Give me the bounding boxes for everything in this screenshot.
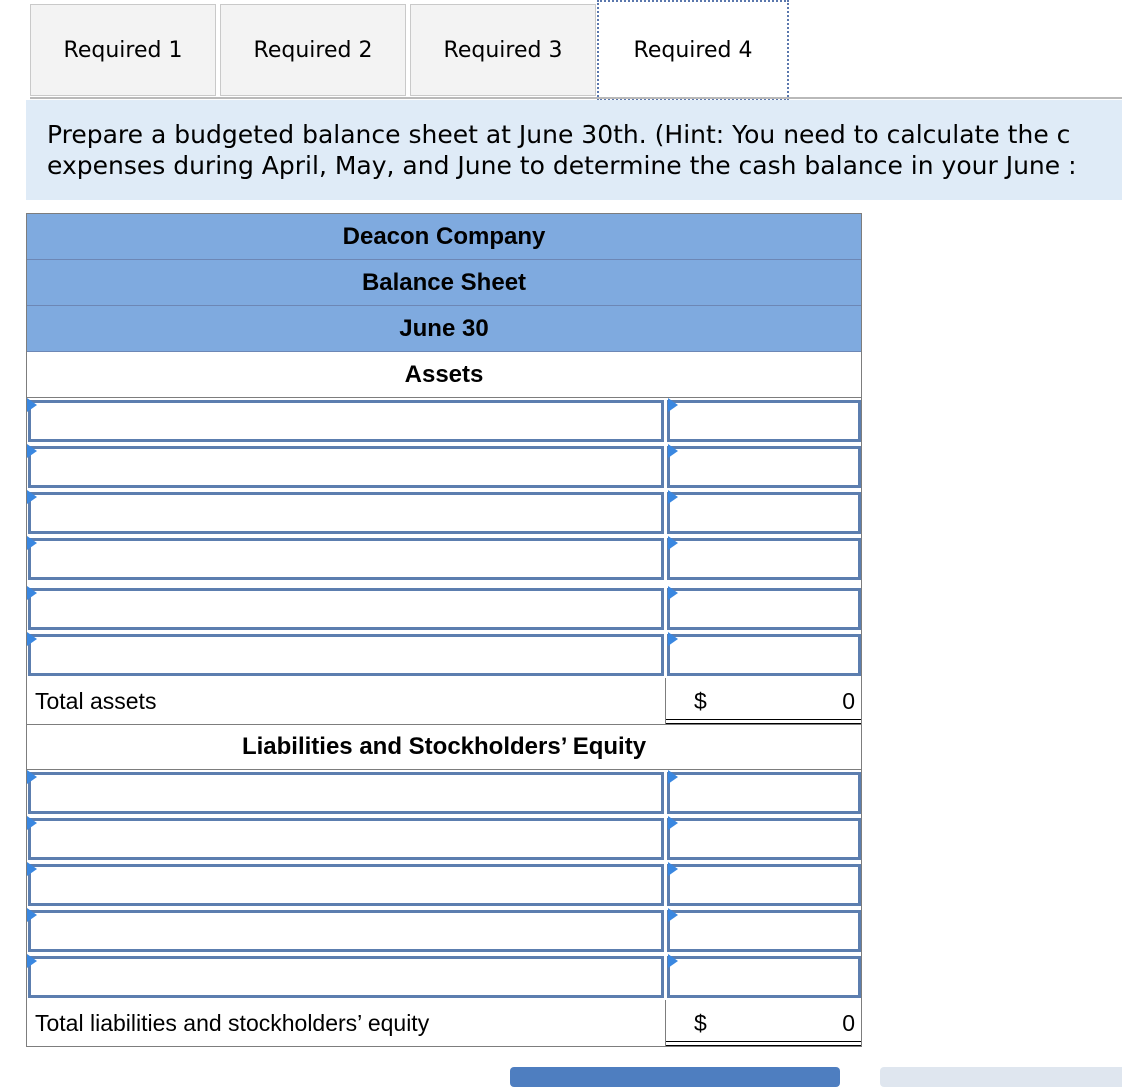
liability-account-select[interactable]	[28, 818, 664, 860]
dropdown-indicator-icon	[27, 632, 37, 646]
asset-account-select[interactable]	[28, 588, 664, 630]
dropdown-indicator-icon	[668, 586, 678, 600]
dropdown-indicator-icon	[668, 536, 678, 550]
liability-account-select[interactable]	[28, 864, 664, 906]
asset-account-select[interactable]	[28, 400, 664, 442]
double-underline	[666, 1041, 861, 1046]
asset-row	[27, 398, 861, 444]
next-button[interactable]	[880, 1067, 1122, 1087]
dropdown-indicator-icon	[668, 862, 678, 876]
dropdown-indicator-icon	[27, 536, 37, 550]
dropdown-indicator-icon	[668, 398, 678, 412]
liability-amount-input[interactable]	[667, 910, 861, 952]
dropdown-indicator-icon	[27, 398, 37, 412]
liabilities-heading: Liabilities and Stockholders’ Equity	[27, 724, 861, 770]
dropdown-indicator-icon	[668, 954, 678, 968]
liability-amount-input[interactable]	[667, 772, 861, 814]
asset-account-select[interactable]	[28, 634, 664, 676]
previous-button[interactable]	[510, 1067, 840, 1087]
tab-required-1[interactable]	[30, 4, 216, 96]
asset-row	[27, 490, 861, 536]
liability-row	[27, 908, 861, 954]
dropdown-indicator-icon	[668, 632, 678, 646]
company-name: Deacon Company	[27, 214, 861, 260]
tab-required-4[interactable]	[597, 0, 789, 100]
liability-amount-input[interactable]	[667, 818, 861, 860]
dropdown-indicator-icon	[27, 862, 37, 876]
dropdown-indicator-icon	[668, 908, 678, 922]
dropdown-indicator-icon	[27, 444, 37, 458]
asset-row	[27, 586, 861, 632]
liability-account-select[interactable]	[28, 910, 664, 952]
currency-symbol: $	[694, 688, 707, 714]
liability-row	[27, 816, 861, 862]
dropdown-indicator-icon	[668, 816, 678, 830]
total-liabilities-row	[27, 1000, 861, 1046]
total-assets-row	[27, 678, 861, 724]
tab-label: Required 2	[253, 37, 373, 63]
tab-label: Required 4	[633, 37, 753, 63]
liability-row	[27, 954, 861, 1000]
asset-account-select[interactable]	[28, 492, 664, 534]
assets-heading: Assets	[27, 352, 861, 398]
liability-amount-input[interactable]	[667, 864, 861, 906]
statement-date: June 30	[27, 306, 861, 352]
balance-sheet	[26, 213, 862, 1047]
total-liabilities-box	[665, 1000, 861, 1046]
dropdown-indicator-icon	[27, 908, 37, 922]
instructions	[26, 100, 1122, 200]
liability-account-select[interactable]	[28, 956, 664, 998]
total-liabilities-label: Total liabilities and stockholders’ equity	[35, 1010, 430, 1036]
liability-account-select[interactable]	[28, 772, 664, 814]
asset-amount-input[interactable]	[667, 446, 861, 488]
instructions-line-2: expenses during April, May, and June to determine the cash balance in your June :	[47, 151, 1077, 180]
dropdown-indicator-icon	[668, 490, 678, 504]
tab-label: Required 1	[63, 37, 183, 63]
tab-label: Required 3	[443, 37, 563, 63]
tab-required-3[interactable]	[410, 4, 596, 96]
dropdown-indicator-icon	[27, 490, 37, 504]
asset-amount-input[interactable]	[667, 588, 861, 630]
asset-amount-input[interactable]	[667, 634, 861, 676]
liability-row	[27, 862, 861, 908]
dropdown-indicator-icon	[668, 444, 678, 458]
asset-amount-input[interactable]	[667, 538, 861, 580]
dropdown-indicator-icon	[27, 954, 37, 968]
asset-account-select[interactable]	[28, 446, 664, 488]
total-assets-box	[665, 678, 861, 724]
asset-row	[27, 444, 861, 490]
instructions-line-1: Prepare a budgeted balance sheet at June 30th. (Hint: You need to calculate the c	[47, 120, 1071, 149]
total-liabilities-value: 0	[842, 1010, 855, 1036]
total-assets-value: 0	[842, 688, 855, 714]
tab-required-2[interactable]	[220, 4, 406, 96]
asset-amount-input[interactable]	[667, 492, 861, 534]
dropdown-indicator-icon	[27, 586, 37, 600]
asset-amount-input[interactable]	[667, 400, 861, 442]
currency-symbol: $	[694, 1010, 707, 1036]
dropdown-indicator-icon	[668, 770, 678, 784]
dropdown-indicator-icon	[27, 816, 37, 830]
tab-divider	[30, 97, 1122, 99]
asset-row	[27, 632, 861, 678]
dropdown-indicator-icon	[27, 770, 37, 784]
total-assets-label: Total assets	[35, 688, 157, 714]
asset-account-select[interactable]	[28, 538, 664, 580]
liability-amount-input[interactable]	[667, 956, 861, 998]
asset-row	[27, 536, 861, 582]
statement-title: Balance Sheet	[27, 260, 861, 306]
liability-row	[27, 770, 861, 816]
